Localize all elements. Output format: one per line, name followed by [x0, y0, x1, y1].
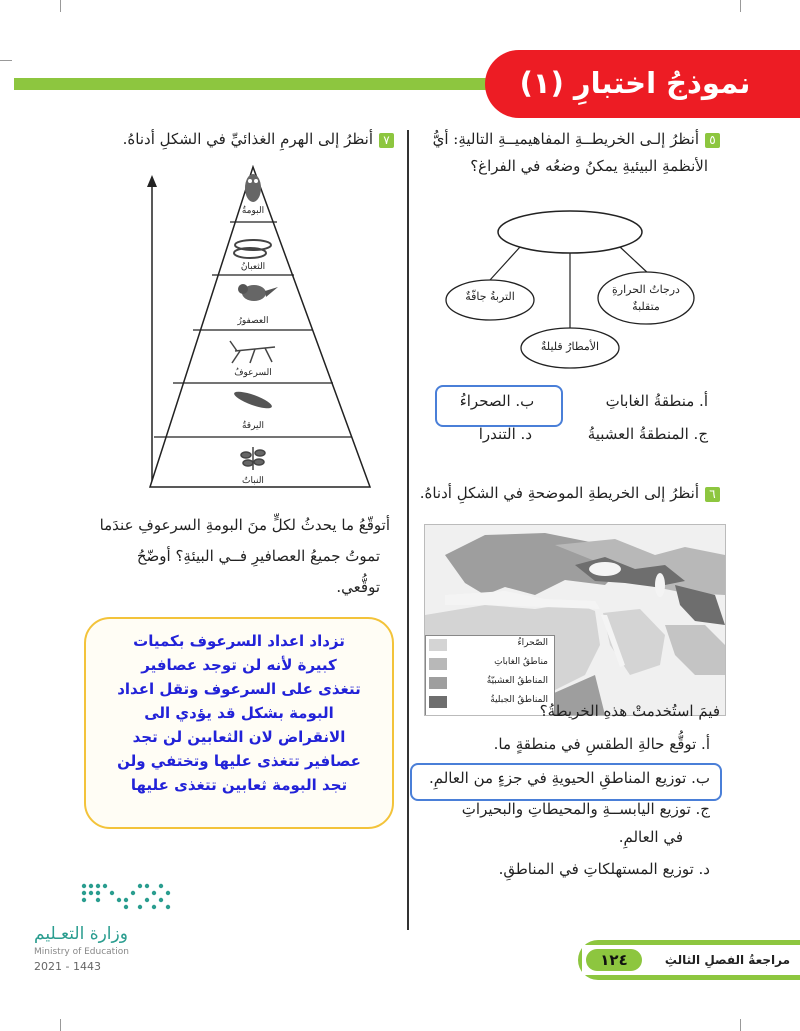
- crop-mark: [740, 1019, 741, 1031]
- crop-mark: [740, 0, 741, 12]
- q6-prompt: ٦أنظرُ إلى الخريطةِ الموضحةِ في الشكلِ أدناهُ.: [390, 482, 720, 504]
- concept-map-node-right: [598, 272, 694, 324]
- q6-question: فيمَ استُخدمتْ هذهِ الخريطةُ؟: [539, 702, 720, 720]
- crop-mark: [60, 0, 61, 12]
- q5-line2: الأنظمةِ البيئيةِ يمكنُ وضعُه في الفراغ؟: [470, 157, 708, 175]
- ministry-logo-icon: [78, 880, 174, 914]
- q7-prompt: ٧أنظرُ إلى الهرمِ الغذائيِّ في الشكلِ أدناهُ.: [104, 128, 394, 150]
- concept-node-right-text2: متقلبةٌ: [632, 300, 660, 313]
- answer-line: تجد البومة ثعابين تتغذى عليها: [130, 776, 348, 794]
- legend-swatch: [429, 639, 447, 651]
- q6-option-c-cont: في العالمِ.: [618, 828, 683, 846]
- answer-line: عصافير تتغذى عليها وتختفي ولن: [117, 752, 361, 770]
- q5-number: ٥: [705, 133, 720, 148]
- q5-line1: ٥أنظرُ إلـى الخريطــةِ المفاهيميــةِ التاليةِ: أيُّ: [420, 128, 720, 150]
- page-number: ١٢٤: [586, 949, 642, 971]
- crop-mark: [60, 1019, 61, 1031]
- pyramid-level-caterpillar: اليرقةُ: [241, 421, 265, 431]
- q7-number: ٧: [379, 133, 394, 148]
- q6-number: ٦: [705, 487, 720, 502]
- legend-item-mountain: المناطقُ الجبليةُ: [426, 695, 552, 709]
- q5-option-a[interactable]: أ. منطقةُ الغاباتِ: [605, 392, 708, 410]
- q5-option-d[interactable]: د. التندرا: [478, 425, 532, 443]
- legend-item-grassland: المناطقُ العشبيّةُ: [426, 676, 552, 690]
- pyramid-level-owl: البومةُ: [241, 206, 265, 216]
- column-divider: [407, 130, 409, 930]
- biome-map: [424, 524, 726, 716]
- map-legend: [425, 635, 555, 716]
- q5-option-c[interactable]: ج. المنطقةُ العشبيةُ: [587, 425, 708, 443]
- pyramid-level-mantis: السرعوفُ: [234, 368, 272, 378]
- answer-line: تتغذى على السرعوف وتقل اعداد: [117, 680, 361, 698]
- q7-question-line1: أتوقّعُ ما يحدثُ لكلٍّ منَ البومةِ السرعوفِ عندَما: [99, 516, 390, 534]
- handwritten-answer-box: [84, 617, 394, 829]
- concept-node-left-text: التربةُ جافّةٌ: [465, 290, 515, 303]
- pyramid-level-plant: النباتُ: [242, 476, 264, 486]
- q6-option-b[interactable]: ب. توزيع المناطقِ الحيويةِ في جزءٍ من العالمِ.: [428, 769, 710, 787]
- answer-line: البومة بشكل قد يؤدي الى: [144, 704, 334, 722]
- concept-node-right-text1: درجاتُ الحرارةِ: [612, 283, 680, 296]
- owl-icon: [245, 174, 261, 202]
- legend-item-forest: مناطقُ الغاباتِ: [426, 657, 552, 671]
- answer-line: كبيرة لأنه لن توجد عصافير: [141, 656, 337, 674]
- ministry-name-english: Ministry of Education: [34, 947, 129, 957]
- year-label: 2021 - 1443: [34, 960, 101, 973]
- answer-line: تزداد اعداد السرعوف بكميات: [133, 632, 345, 650]
- answer-line: الانقراض لان الثعابين لن تجد: [132, 728, 346, 746]
- q6-option-c[interactable]: ج. توزيع اليابســةِ والمحيطاتِ والبحيراتِ: [461, 800, 710, 818]
- pyramid-level-sparrow: العصفورُ: [237, 316, 269, 326]
- pyramid-level-snake: الثعبانُ: [240, 262, 266, 272]
- crop-mark: [0, 60, 12, 61]
- ministry-name-arabic: وزارة التعـليم: [34, 924, 128, 944]
- chapter-label: مراجعةُ الفصلِ الثالثِ: [664, 953, 790, 967]
- q6-option-a[interactable]: أ. توقُّع حالةِ الطقسِ في منطقةٍ ما.: [493, 735, 710, 753]
- q5-option-b[interactable]: ب. الصحراءُ: [459, 392, 535, 410]
- q6-option-d[interactable]: د. توزيع المستهلكاتِ في المناطقِ.: [498, 860, 710, 878]
- page-title: نموذجُ اختبارِ (١): [519, 66, 751, 100]
- concept-node-bottom-text: الأمطارُ قليلةٌ: [540, 340, 600, 353]
- legend-item-desert: الصّحراءُ: [426, 638, 552, 652]
- q7-question-line2: تموتُ جميعُ العصافيرِ فــي البيئةِ؟ أوضّحُ: [136, 547, 380, 565]
- q7-question-line3: توقُّعي.: [336, 578, 380, 596]
